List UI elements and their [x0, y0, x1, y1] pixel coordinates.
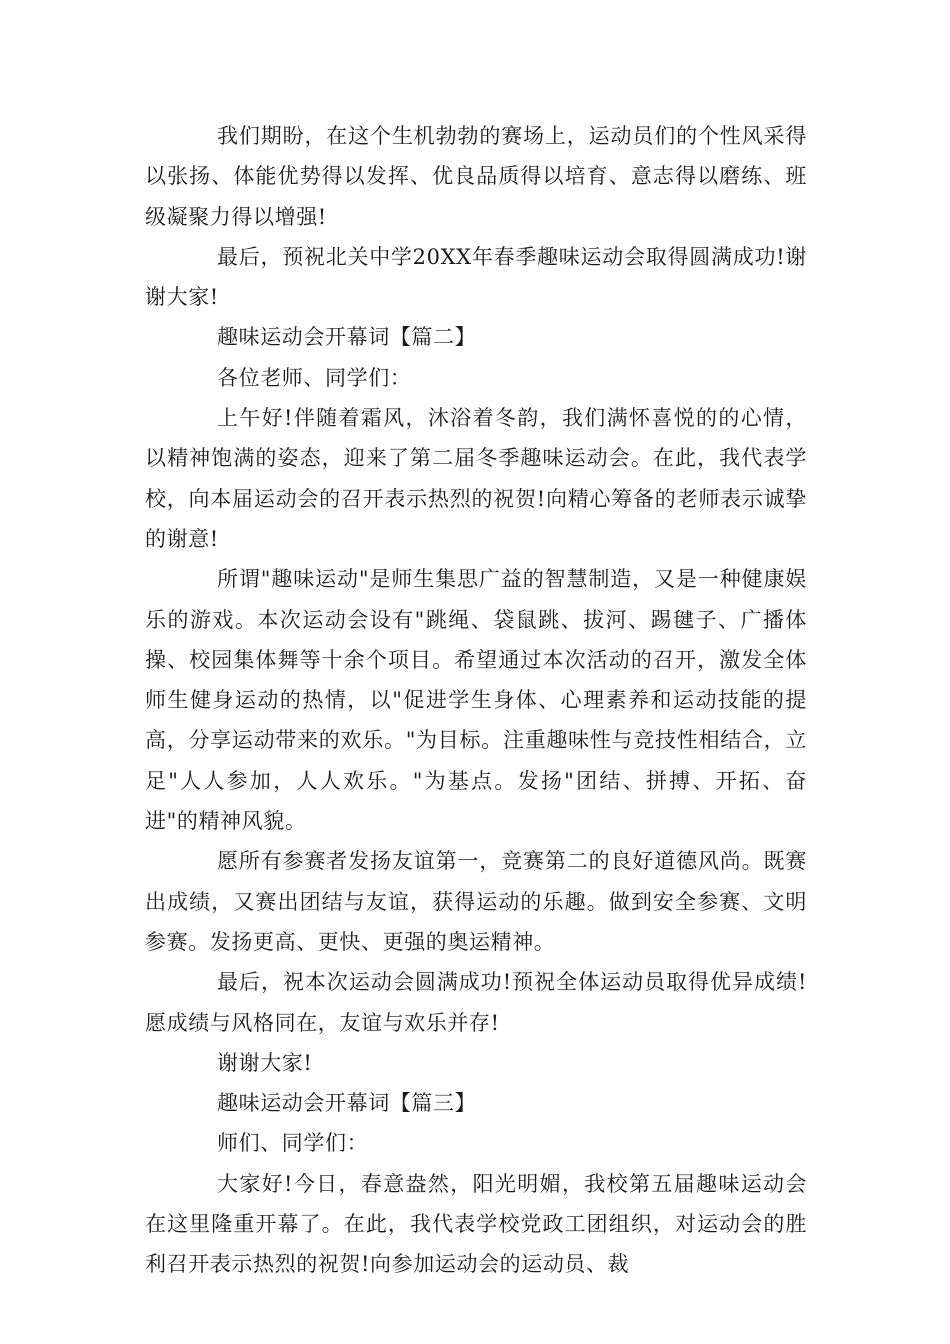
paragraph-thanks: 谢谢大家! [217, 1050, 313, 1075]
paragraph-final-wish: 最后，祝本次运动会圆满成功!预祝全体运动员取得优异成绩!愿成绩与风格同在，友谊与欢乐并存! [145, 970, 807, 1035]
paragraph-opening-greeting: 上午好!伴随着霜风，沐浴着冬韵，我们满怀喜悦的的心情，以精神饱满的姿态，迎来了第二届冬季趣味运动会。在此，我代表学校，向本届运动会的召开表示热烈的祝贺!向精心筹备的老师表示诚挚的谢意! [145, 406, 807, 551]
section-heading-part-three: 趣味运动会开幕词【篇三】 [217, 1091, 477, 1116]
paragraph-closing-hope: 我们期盼，在这个生机勃勃的赛场上，运动员们的个性风采得以张扬、体能优势得以发挥、优良品质得以培育、意志得以磨练、班级凝聚力得以增强! [145, 124, 807, 229]
section-heading-part-two: 趣味运动会开幕词【篇二】 [217, 325, 477, 350]
salutation-part-two: 各位老师、同学们： [217, 365, 412, 390]
paragraph-opening-part-three: 大家好!今日，春意盎然，阳光明媚，我校第五届趣味运动会在这里隆重开幕了。在此，我代表学校党政工团组织，对运动会的胜利召开表示热烈的祝贺!向参加运动会的运动员、裁 [145, 1171, 807, 1277]
paragraph-closing-wish: 最后，预祝北关中学20XX年春季趣味运动会取得圆满成功!谢谢大家! [145, 244, 807, 310]
paragraph-sportsmanship: 愿所有参赛者发扬友谊第一，竞赛第二的良好道德风尚。既赛出成绩，又赛出团结与友谊，获得运动的乐趣。做到安全参赛、文明参赛。发扬更高、更快、更强的奥运精神。 [145, 849, 807, 954]
salutation-part-three: 师们、同学们： [217, 1131, 369, 1156]
document-body [145, 116, 807, 1285]
paragraph-event-description: 所谓"趣味运动"是师生集思广益的智慧制造，又是一种健康娱乐的游戏。本次运动会设有"跳绳、袋鼠跳、拔河、踢毽子、广播体操、校园集体舞等十余个项目。希望通过本次活动的召开，激发全体师生健身运动的热情，以"促进学生身体、心理素养和运动技能的提高，分享运动带来的欢乐。"为目标。注重趣味性与竞技性相结合，立足"人人参加，人人欢乐。"为基点。发扬"团结、拼搏、开拓、奋进"的精神风貌。 [145, 567, 807, 834]
